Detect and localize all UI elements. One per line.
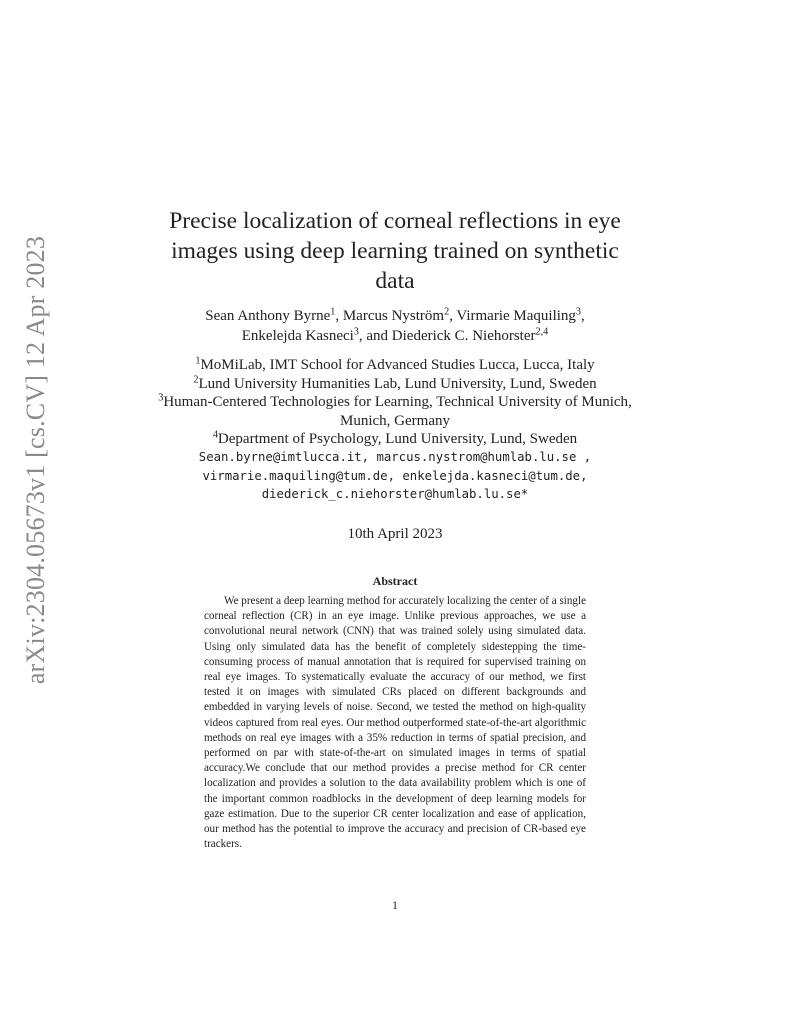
author-affiliation-mark: 3 xyxy=(353,326,359,338)
author-name: , and Diederick C. Niehorster xyxy=(358,328,536,344)
affiliation-list xyxy=(150,356,640,449)
arxiv-identifier-text: arXiv:2304.05673v1 [cs.CV] 12 Apr 2023 xyxy=(21,235,50,685)
author-affiliation-mark: 2 xyxy=(444,306,450,318)
affiliation-text: MoMiLab, IMT School for Advanced Studies Lucca, Lucca, Italy xyxy=(200,357,595,373)
author-affiliation-mark: 3 xyxy=(575,306,581,318)
affiliation-number: 2 xyxy=(193,373,199,385)
affiliation-text: Department of Psychology, Lund University, Lund, Sweden xyxy=(217,431,578,448)
author-name: Enkelejda Kasneci xyxy=(241,328,354,344)
email-line: virmarie.maquiling@tum.de, enkelejda.kasneci@tum.de, xyxy=(202,468,588,483)
author-name: Sean Anthony Byrne xyxy=(205,308,331,324)
author-name: , Virmarie Maquiling xyxy=(449,308,576,324)
email-list xyxy=(150,448,640,504)
author-separator: , xyxy=(581,308,585,324)
affiliation-text: Human-Centered Technologies for Learning, Technical University of Munich, Munich, Germany xyxy=(163,394,632,429)
author-line-2 xyxy=(150,326,640,346)
publication-date: 10th April 2023 xyxy=(347,526,443,542)
affiliation-text: Lund University Humanities Lab, Lund University, Lund, Sweden xyxy=(198,375,597,392)
affiliation-number: 3 xyxy=(158,392,164,404)
affiliation-item xyxy=(150,356,640,375)
affiliation-item xyxy=(150,375,640,394)
affiliation-number: 4 xyxy=(212,429,218,441)
author-line-1 xyxy=(150,306,640,326)
arxiv-identifier xyxy=(8,235,64,685)
email-line: Sean.byrne@imtlucca.it, marcus.nystrom@humlab.lu.se , xyxy=(198,450,592,464)
email-line: diederick_c.niehorster@humlab.lu.se* xyxy=(261,487,529,502)
author-name: , Marcus Nyström xyxy=(335,308,445,324)
author-affiliation-mark: 1 xyxy=(330,306,336,318)
abstract-text: We present a deep learning method for accurately localizing the center of a single corneal reflection (CR) in an eye image. Unlike previous approaches, we use a convolutional neural network (CNN) that was trained solely using simulated data. Using only simulated data has the benefit of completely sidestepping the time-consuming process of manual annotation that is required for supervised training on real eye images. To systematically evaluate the accuracy of our method, we first tested it on images with simulated CRs placed on different backgrounds and embedded in varying levels of noise. Second, we tested the method on high-quality videos captured from real eyes. Our method outperformed state-of-the-art algorithmic methods on real eye images with a 35% reduction in terms of spatial precision, and performed on par with state-of-the-art on simulated images in terms of spatial accuracy.We conclude that our method provides a precise method for CR center localization and provides a solution to the data availability problem which is one of the important common roadblocks in the development of deep learning models for gaze estimation. Due to the superior CR center localization and ease of application, our method has the potential to improve the accuracy and precision of CR-based eye trackers. xyxy=(204,595,586,851)
affiliation-item xyxy=(150,393,640,430)
affiliation-item xyxy=(150,430,640,449)
author-affiliation-mark: 2,4 xyxy=(535,326,549,338)
affiliation-number: 1 xyxy=(195,355,201,367)
page-number: 1 xyxy=(392,898,398,912)
author-list xyxy=(150,306,640,346)
paper-title: Precise localization of corneal reflections in eye images using deep learning trained on synthetic data xyxy=(169,208,621,294)
abstract-heading: Abstract xyxy=(372,574,418,588)
